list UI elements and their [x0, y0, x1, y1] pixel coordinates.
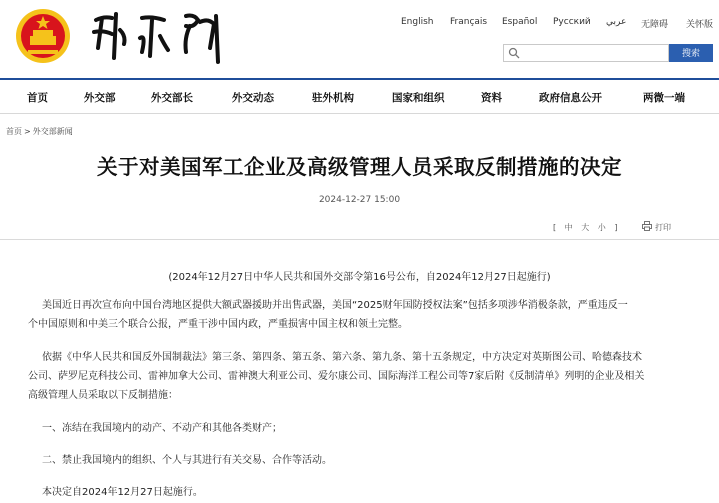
article-date: 2024-12-27 15:00	[318, 195, 401, 205]
nav-item-minister[interactable]: 外交部长	[151, 92, 193, 104]
site-header	[0, 0, 719, 78]
nav-item-resources[interactable]: 资料	[481, 92, 502, 104]
breadcrumb-home-link[interactable]: 首页	[6, 127, 22, 136]
bracket-open: [	[553, 223, 557, 232]
bracket-close: ]	[614, 223, 618, 232]
lang-spanish-link[interactable]: Español	[502, 17, 538, 27]
paragraph-5: 本决定自2024年12月27日起施行。	[42, 487, 203, 498]
article-subtitle: (2024年12月27日中华人民共和国外交部令第16号公布，自2024年12月27日起施行)	[168, 272, 551, 283]
paragraph-2-line-1: 依据《中华人民共和国反外国制裁法》第三条、第四条、第五条、第六条、第九条、第十五条规定，中方决定对英斯图公司、哈德森技术	[42, 352, 642, 363]
font-size-large-button[interactable]: 大	[581, 223, 590, 232]
breadcrumb-news-link[interactable]: 外交部新闻	[32, 127, 73, 136]
print-button[interactable]: 打印	[655, 223, 671, 232]
nav-item-social[interactable]: 两微一端	[643, 92, 685, 104]
lang-english-link[interactable]: English	[401, 17, 434, 27]
nav-item-disclosure[interactable]: 政府信息公开	[539, 92, 602, 104]
paragraph-2-line-2: 公司、萨罗尼克科技公司、雷神加拿大公司、雷神澳大利亚公司、爱尔康公司、国际海洋工程公司等7家后附《反制清单》列明的企业及相关	[28, 371, 645, 382]
article-title: 关于对美国军工企业及高级管理人员采取反制措施的决定	[97, 155, 622, 179]
nav-item-missions[interactable]: 驻外机构	[312, 92, 354, 104]
paragraph-3: 一、冻结在我国境内的动产、不动产和其他各类财产；	[42, 423, 282, 434]
nav-item-activities[interactable]: 外交动态	[232, 92, 274, 104]
lang-russian-link[interactable]: Русский	[553, 17, 591, 27]
lang-french-link[interactable]: Français	[450, 17, 488, 27]
national-emblem-icon[interactable]	[14, 6, 72, 66]
font-size-small-button[interactable]: 小	[597, 223, 606, 232]
lang-arabic-link[interactable]: عربي	[606, 17, 627, 27]
paragraph-4: 二、禁止我国境内的组织、个人与其进行有关交易、合作等活动。	[42, 455, 332, 466]
font-size-controls	[553, 222, 623, 233]
search-button[interactable]: 搜索	[669, 44, 713, 62]
font-size-medium-button[interactable]: 中	[564, 223, 573, 232]
language-bar	[380, 17, 719, 31]
search-icon	[508, 47, 520, 59]
paragraph-2-line-3: 高级管理人员采取以下反制措施：	[28, 390, 178, 401]
print-icon[interactable]	[642, 221, 652, 231]
nav-item-countries[interactable]: 国家和组织	[392, 92, 445, 104]
breadcrumb-separator: >	[24, 127, 31, 136]
accessibility-link[interactable]: 无障碍	[641, 20, 669, 30]
breadcrumb	[6, 126, 73, 137]
paragraph-1-line-1: 美国近日再次宣布向中国台湾地区提供大额武器援助并出售武器，美国“2025财年国防授权法案”包括多项涉华消极条款，严重违反一	[42, 300, 628, 311]
search-input[interactable]	[503, 44, 669, 62]
ministry-calligraphy-logo[interactable]	[90, 8, 230, 66]
main-nav	[0, 78, 719, 114]
nav-item-home[interactable]: 首页	[27, 92, 48, 104]
paragraph-1-line-2: 个中国原则和中美三个联合公报，严重干涉中国内政，严重损害中国主权和领土完整。	[28, 319, 408, 330]
care-mode-link[interactable]: 关怀版	[686, 20, 714, 30]
nav-item-ministry[interactable]: 外交部	[84, 92, 116, 104]
logo-text: 外交部	[90, 8, 93, 9]
divider	[0, 239, 719, 240]
